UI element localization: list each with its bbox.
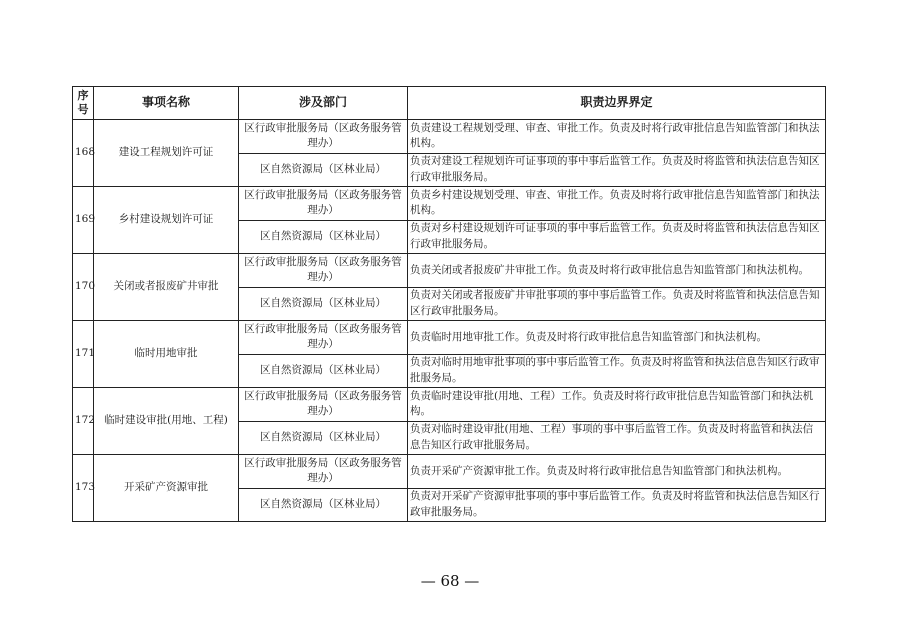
serial-number-cell: 169 bbox=[73, 187, 94, 254]
department-cell: 区自然资源局（区林业局） bbox=[239, 421, 408, 455]
duty-boundary-cell: 负责对临时用地审批事项的事中事后监管工作。负责及时将监管和执法信息告知区行政审批服务局。 bbox=[408, 354, 826, 388]
table-row bbox=[73, 388, 826, 422]
header-duty-boundary: 职责边界界定 bbox=[408, 87, 826, 120]
duty-boundary-cell: 负责对乡村建设规划许可证事项的事中事后监管工作。负责及时将监管和执法信息告知区行政审批服务局。 bbox=[408, 220, 826, 254]
serial-number-cell: 170 bbox=[73, 254, 94, 321]
serial-number-cell: 168 bbox=[73, 120, 94, 187]
header-serial-number: 序号 bbox=[73, 87, 94, 120]
duty-boundary-cell: 负责临时建设审批(用地、工程）工作。负责及时将行政审批信息告知监管部门和执法机构。 bbox=[408, 388, 826, 422]
department-cell: 区自然资源局（区林业局） bbox=[239, 153, 408, 187]
duty-boundary-cell: 负责对建设工程规划许可证事项的事中事后监管工作。负责及时将监管和执法信息告知区行政审批服务局。 bbox=[408, 153, 826, 187]
item-name-cell: 开采矿产资源审批 bbox=[94, 455, 239, 522]
table-row bbox=[73, 254, 826, 288]
serial-number-cell: 173 bbox=[73, 455, 94, 522]
serial-number-cell: 171 bbox=[73, 321, 94, 388]
department-cell: 区自然资源局（区林业局） bbox=[239, 220, 408, 254]
department-cell: 区行政审批服务局（区政务服务管理办） bbox=[239, 455, 408, 489]
department-cell: 区行政审批服务局（区政务服务管理办） bbox=[239, 120, 408, 154]
duty-boundary-cell: 负责乡村建设规划受理、审查、审批工作。负责及时将行政审批信息告知监管部门和执法机构。 bbox=[408, 187, 826, 221]
item-name-cell: 临时用地审批 bbox=[94, 321, 239, 388]
header-item-name: 事项名称 bbox=[94, 87, 239, 120]
duty-boundary-table bbox=[72, 86, 826, 522]
table-row bbox=[73, 120, 826, 154]
item-name-cell: 关闭或者报废矿井审批 bbox=[94, 254, 239, 321]
serial-number-cell: 172 bbox=[73, 388, 94, 455]
department-cell: 区行政审批服务局（区政务服务管理办） bbox=[239, 187, 408, 221]
duty-boundary-cell: 负责建设工程规划受理、审查、审批工作。负责及时将行政审批信息告知监管部门和执法机构。 bbox=[408, 120, 826, 154]
department-cell: 区行政审批服务局（区政务服务管理办） bbox=[239, 388, 408, 422]
duty-boundary-cell: 负责对临时建设审批(用地、工程）事项的事中事后监管工作。负责及时将监管和执法信息告知区行政审批服务局。 bbox=[408, 421, 826, 455]
table-body bbox=[73, 120, 826, 522]
duty-boundary-cell: 负责关闭或者报废矿井审批工作。负责及时将行政审批信息告知监管部门和执法机构。 bbox=[408, 254, 826, 288]
duty-boundary-cell: 负责临时用地审批工作。负责及时将行政审批信息告知监管部门和执法机构。 bbox=[408, 321, 826, 355]
department-cell: 区自然资源局（区林业局） bbox=[239, 488, 408, 522]
table-row bbox=[73, 187, 826, 221]
department-cell: 区自然资源局（区林业局） bbox=[239, 287, 408, 321]
header-department: 涉及部门 bbox=[239, 87, 408, 120]
table-row bbox=[73, 455, 826, 489]
item-name-cell: 临时建设审批(用地、工程) bbox=[94, 388, 239, 455]
duty-boundary-cell: 负责开采矿产资源审批工作。负责及时将行政审批信息告知监管部门和执法机构。 bbox=[408, 455, 826, 489]
duty-boundary-cell: 负责对开采矿产资源审批事项的事中事后监管工作。负责及时将监管和执法信息告知区行政审批服务局。 bbox=[408, 488, 826, 522]
item-name-cell: 乡村建设规划许可证 bbox=[94, 187, 239, 254]
department-cell: 区行政审批服务局（区政务服务管理办） bbox=[239, 321, 408, 355]
department-cell: 区行政审批服务局（区政务服务管理办） bbox=[239, 254, 408, 288]
page-number: — 68 — bbox=[420, 572, 480, 590]
item-name-cell: 建设工程规划许可证 bbox=[94, 120, 239, 187]
department-cell: 区自然资源局（区林业局） bbox=[239, 354, 408, 388]
table-row bbox=[73, 321, 826, 355]
duty-boundary-cell: 负责对关闭或者报废矿井审批事项的事中事后监管工作。负责及时将监管和执法信息告知区行政审批服务局。 bbox=[408, 287, 826, 321]
table-header bbox=[73, 87, 826, 120]
